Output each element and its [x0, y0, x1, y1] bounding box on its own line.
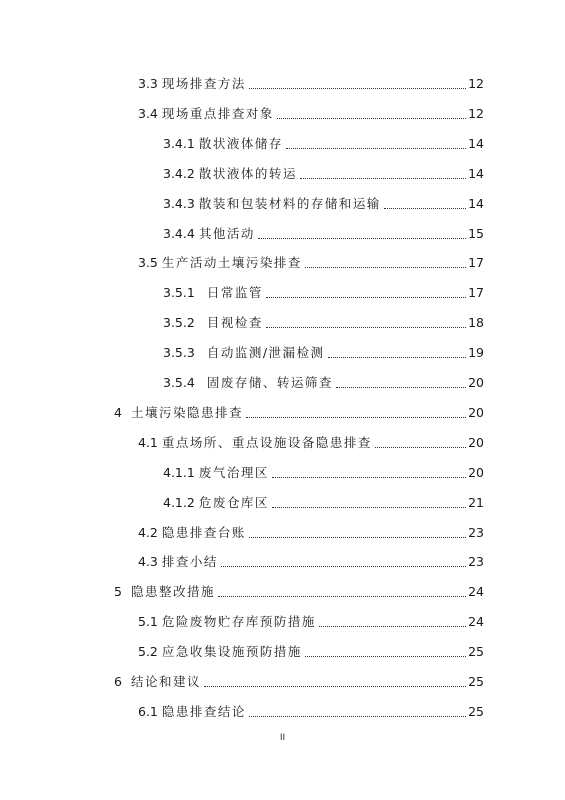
toc-entry-title: 隐患整改措施 [130, 584, 215, 600]
toc-entry-page: 24 [468, 614, 484, 630]
toc-entry[interactable] [138, 640, 484, 660]
toc-entry-title: 散装和包装材料的存储和运输 [198, 195, 381, 211]
toc-entry[interactable] [163, 222, 484, 242]
toc-dot-leader [218, 595, 466, 597]
toc-entry[interactable] [138, 251, 484, 271]
toc-entry-page: 14 [468, 135, 484, 151]
toc-entry[interactable] [114, 670, 484, 690]
toc-entry-title: 生产活动土壤污染排查 [161, 255, 302, 271]
toc-entry-number: 4.3 [138, 554, 158, 570]
toc-entry[interactable] [163, 461, 484, 481]
toc-entry[interactable] [138, 700, 484, 720]
toc-dot-leader [221, 565, 466, 567]
toc-dot-leader [286, 147, 466, 149]
toc-entry-title: 应急收集设施预防措施 [161, 644, 302, 660]
toc-entry-title: 隐患排查台账 [161, 524, 246, 540]
toc-entry-page: 25 [468, 703, 484, 719]
toc-entry-title: 排查小结 [161, 554, 218, 570]
toc-entry-number: 3.5.2 [163, 315, 195, 331]
toc-entry-page: 14 [468, 195, 484, 211]
toc-entry-number: 3.5.3 [163, 345, 195, 361]
toc-entry-number: 5.2 [138, 644, 158, 660]
toc-entry-page: 14 [468, 165, 484, 181]
toc-entry-number: 4.1.1 [163, 464, 195, 480]
toc-dot-leader [305, 655, 466, 657]
toc-entry[interactable] [138, 102, 484, 122]
toc-dot-leader [319, 625, 466, 627]
toc-entry-page: 23 [468, 554, 484, 570]
toc-entry-page: 12 [468, 105, 484, 121]
toc-entry[interactable] [114, 580, 484, 600]
toc-entry[interactable] [138, 610, 484, 630]
toc-entry-page: 23 [468, 524, 484, 540]
toc-entry-page: 19 [468, 345, 484, 361]
toc-entry-number: 4.2 [138, 524, 158, 540]
toc-entry-page: 20 [468, 404, 484, 420]
toc-entry-page: 25 [468, 674, 484, 689]
toc-entry-title: 危险废物贮存库预防措施 [161, 614, 316, 630]
toc-entry-title: 现场重点排查对象 [161, 105, 274, 121]
page-number-footer: II [279, 733, 286, 743]
toc-entry-number: 3.3 [138, 76, 158, 91]
toc-dot-leader [249, 715, 466, 717]
toc-entry-number: 4 [114, 404, 122, 420]
toc-dot-leader [246, 416, 466, 418]
toc-entry-page: 12 [468, 76, 484, 91]
toc-dot-leader [300, 177, 466, 179]
toc-entry-title: 结论和建议 [130, 674, 201, 689]
toc-entry-page: 17 [468, 285, 484, 301]
toc-dot-leader [266, 326, 466, 328]
toc-entry-title: 废气治理区 [198, 464, 269, 480]
toc-entry-page: 17 [468, 255, 484, 271]
toc-entry-page: 21 [468, 494, 484, 510]
toc-entry[interactable] [138, 521, 484, 541]
toc-entry-number: 3.5 [138, 255, 158, 271]
toc-entry-number: 3.4.3 [163, 195, 195, 211]
toc-dot-leader [204, 685, 466, 687]
toc-entry[interactable] [163, 341, 484, 361]
toc-entry-title: 重点场所、重点设施设备隐患排查 [161, 434, 372, 450]
toc-entry-number: 5.1 [138, 614, 158, 630]
toc-entry-number: 3.5.1 [163, 285, 195, 301]
toc-entry-number: 3.4.4 [163, 225, 195, 241]
toc-entry[interactable] [138, 550, 484, 570]
toc-dot-leader [336, 386, 466, 388]
toc-dot-leader [272, 476, 466, 478]
toc-entry[interactable] [163, 132, 484, 152]
toc-dot-leader [249, 536, 466, 538]
toc-entry-page: 20 [468, 375, 484, 390]
toc-entry[interactable] [163, 491, 484, 511]
toc-entry-number: 3.4.2 [163, 165, 195, 181]
toc-entry-title: 现场排查方法 [161, 76, 246, 91]
toc-entry-page: 18 [468, 315, 484, 331]
toc-entry[interactable] [163, 192, 484, 212]
toc-entry[interactable] [163, 371, 484, 391]
toc-entry-title: 固废存储、转运筛查 [206, 375, 333, 390]
toc-entry-number: 4.1 [138, 434, 158, 450]
toc-dot-leader [258, 237, 466, 239]
toc-dot-leader [272, 506, 466, 508]
toc-entry-page: 20 [468, 434, 484, 450]
toc-entry-page: 25 [468, 644, 484, 660]
toc-entry-number: 3.4 [138, 105, 158, 121]
toc-entry-number: 6 [114, 674, 122, 689]
toc-entry[interactable] [138, 72, 484, 92]
toc-entry-title: 散状液体储存 [198, 135, 283, 151]
toc-entry[interactable] [163, 281, 484, 301]
toc-entry[interactable] [114, 401, 484, 421]
toc-entry[interactable] [138, 431, 484, 451]
toc-entry-number: 3.4.1 [163, 135, 195, 151]
toc-entry-number: 4.1.2 [163, 494, 195, 510]
toc-entry-number: 5 [114, 584, 122, 600]
toc-entry[interactable] [163, 311, 484, 331]
toc-entry[interactable] [163, 162, 484, 182]
toc-entry-title: 土壤污染隐患排查 [130, 404, 243, 420]
toc-dot-leader [375, 446, 466, 448]
toc-entry-title: 自动监测/泄漏检测 [206, 345, 325, 361]
toc-dot-leader [266, 296, 466, 298]
toc-dot-leader [277, 117, 466, 119]
toc-dot-leader [249, 87, 466, 89]
toc-dot-leader [328, 356, 467, 358]
toc-dot-leader [305, 266, 466, 268]
toc-entry-page: 20 [468, 464, 484, 480]
toc-entry-title: 日常监管 [206, 285, 263, 301]
toc-entry-title: 散状液体的转运 [198, 165, 297, 181]
toc-entry-title: 隐患排查结论 [161, 703, 246, 719]
toc-entry-title: 危废仓库区 [198, 494, 269, 510]
toc-entry-title: 目视检查 [206, 315, 263, 331]
toc-entry-number: 6.1 [138, 703, 158, 719]
toc-entry-page: 24 [468, 584, 484, 600]
toc-dot-leader [384, 207, 466, 209]
toc-entry-number: 3.5.4 [163, 375, 195, 390]
toc-entry-page: 15 [468, 225, 484, 241]
toc-entry-title: 其他活动 [198, 225, 255, 241]
